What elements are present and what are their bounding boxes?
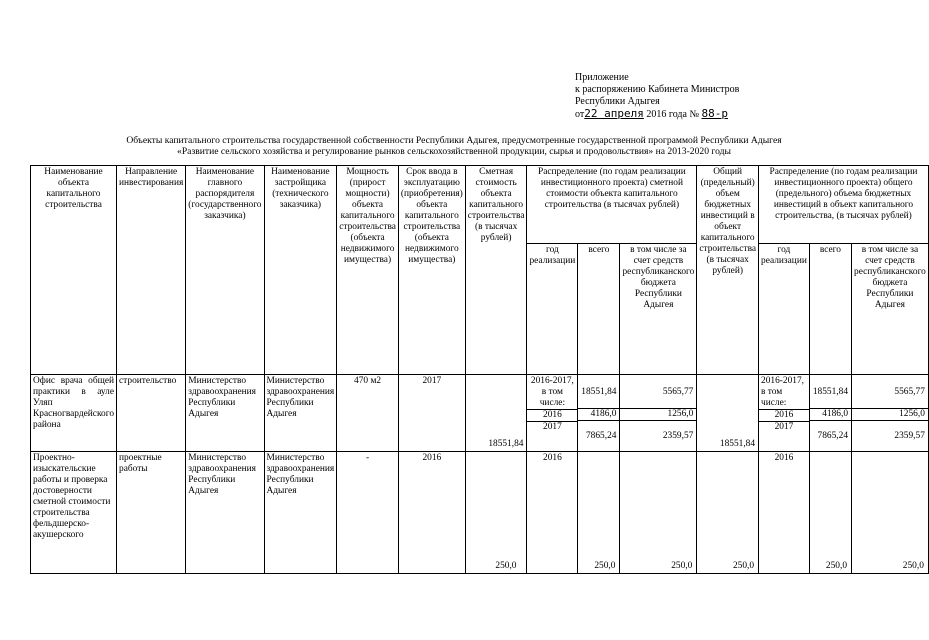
date-prefix: от xyxy=(575,109,585,120)
object-name: Офис врача общей практики в ауле Уляп Красногвардейского района xyxy=(31,375,117,452)
manager: Министерство здравоохранения Республики Адыгея xyxy=(186,452,264,574)
distribution-budgets xyxy=(620,375,697,452)
inv-dist-year: 2016-2017, в том числе: xyxy=(761,376,804,408)
dist-year: 2016-2017, в том числе: xyxy=(530,376,574,408)
date-year: 2016 года № xyxy=(646,109,699,120)
inv-dist-budget: 1256,0 xyxy=(852,408,928,421)
object-name: Проектно-изыскательские работы и проверка достоверности сметной стоимости строительства фельдшерско-акушерского xyxy=(31,452,117,574)
dist-year: 2016 xyxy=(527,452,578,574)
table-row xyxy=(31,452,929,574)
header-direction: Направление инвестирования xyxy=(117,166,186,375)
header-cost-distribution: Распределение (по годам реализации инвестиционного проекта) сметной стоимости объекта капитального строительства (в тысячах рублей) xyxy=(527,166,697,244)
header-deadline: Срок ввода в эксплуатацию (приобретения) объекта капитального строительства (объекта недвижимого имущества) xyxy=(398,166,465,375)
inv-dist-total: 18551,84 xyxy=(812,387,848,397)
direction: проектные работы xyxy=(117,452,186,574)
deadline: 2016 xyxy=(398,452,465,574)
appendix-date xyxy=(575,108,739,121)
appendix-block xyxy=(575,72,739,121)
appendix-line3: Республики Адыгея xyxy=(575,96,660,107)
dist-total: 250,0 xyxy=(594,561,616,571)
investment-value: 250,0 xyxy=(732,561,755,571)
header-cost: Сметная стоимость объекта капитального строительства (в тысячах рублей) xyxy=(465,166,527,375)
investment-cell xyxy=(697,375,759,452)
dist-total: 18551,84 xyxy=(581,387,617,397)
investment-cell xyxy=(697,452,759,574)
title-line1: Объекты капитального строительства государственной собственности Республики Адыгея, предусмотренные государственной программой Республики Адыгея xyxy=(126,135,782,146)
developer: Министерство здравоохранения Республики Адыгея xyxy=(264,452,337,574)
order-number: 88-р xyxy=(701,107,728,120)
capacity: 470 м2 xyxy=(337,375,399,452)
investment-value: 18551,84 xyxy=(719,439,756,449)
header-cost-year: год реализации xyxy=(527,244,578,375)
distribution-totals xyxy=(578,375,620,452)
header-inv-year: год реализации xyxy=(759,244,810,375)
header-inv-budget: в том числе за счет средств республиканского бюджета Республики Адыгея xyxy=(852,244,929,375)
cost-cell xyxy=(465,452,527,574)
cost-value: 250,0 xyxy=(495,561,517,571)
date-day-month: 22 апреля xyxy=(584,107,644,120)
capacity: - xyxy=(337,452,399,574)
table-row xyxy=(31,375,929,452)
manager: Министерство здравоохранения Республики Адыгея xyxy=(186,375,264,452)
developer: Министерство здравоохранения Республики Адыгея xyxy=(264,375,337,452)
distribution-years xyxy=(527,375,578,452)
inv-dist-total-cell xyxy=(809,452,851,574)
inv-distribution-budgets xyxy=(852,375,929,452)
dist-budget: 2359,57 xyxy=(662,431,694,441)
header-developer: Наименование застройщика (технического заказчика) xyxy=(264,166,337,375)
inv-dist-budget: 2359,57 xyxy=(894,431,925,441)
inv-dist-year: 2017 xyxy=(774,422,794,432)
objects-table xyxy=(30,165,929,574)
document-title xyxy=(30,135,878,157)
header-capacity: Мощность (прирост мощности) объекта капитального строительства (объекта недвижимого имущества) xyxy=(337,166,399,375)
header-investment-distribution: Распределение (по годам реализации инвестиционного проекта) общего (предельного) объема бюджетных инвестиций в объект капитального строительства, (в тысячах рублей) xyxy=(759,166,929,244)
deadline: 2017 xyxy=(398,375,465,452)
appendix-line2: к распоряжению Кабинета Министров xyxy=(575,84,740,95)
inv-distribution-years xyxy=(759,375,810,452)
inv-dist-year: 2016 xyxy=(759,409,809,422)
header-row-1 xyxy=(31,166,929,244)
inv-distribution-totals xyxy=(809,375,851,452)
inv-dist-total: 250,0 xyxy=(825,561,847,571)
dist-budget: 250,0 xyxy=(671,561,693,571)
dist-year: 2017 xyxy=(543,422,562,432)
inv-dist-budget: 250,0 xyxy=(902,561,924,571)
appendix-line1: Приложение xyxy=(575,72,629,83)
direction: строительство xyxy=(117,375,186,452)
inv-dist-budget-cell xyxy=(852,452,929,574)
title-line2: «Развитие сельского хозяйства и регулирование рынков сельскохозяйственной продукции, сырья и продовольствия» на 2013-2020 годы xyxy=(177,146,731,157)
header-investment: Общий (предельный) объем бюджетных инвестиций в объект капитального строительства (в тысячах рублей) xyxy=(697,166,759,375)
inv-dist-year: 2016 xyxy=(759,452,810,574)
header-cost-total: всего xyxy=(578,244,620,375)
dist-budget-cell xyxy=(620,452,697,574)
dist-total: 7865,24 xyxy=(585,431,617,441)
inv-dist-total: 4186,0 xyxy=(810,408,851,421)
header-inv-total: всего xyxy=(809,244,851,375)
inv-dist-budget: 5565,77 xyxy=(894,387,925,397)
inv-dist-total: 7865,24 xyxy=(817,431,848,441)
header-object-name: Наименование объекта капитального строительства xyxy=(31,166,117,375)
dist-budget: 5565,77 xyxy=(662,387,694,397)
cost-cell xyxy=(465,375,527,452)
cost-value: 18551,84 xyxy=(488,439,524,449)
header-cost-budget: в том числе за счет средств республиканского бюджета Республики Адыгея xyxy=(620,244,697,375)
dist-budget: 1256,0 xyxy=(620,408,696,421)
dist-year: 2016 xyxy=(527,409,577,422)
dist-total-cell xyxy=(578,452,620,574)
dist-total: 4186,0 xyxy=(578,408,619,421)
header-manager: Наименование главного распорядителя (государственного заказчика) xyxy=(186,166,264,375)
